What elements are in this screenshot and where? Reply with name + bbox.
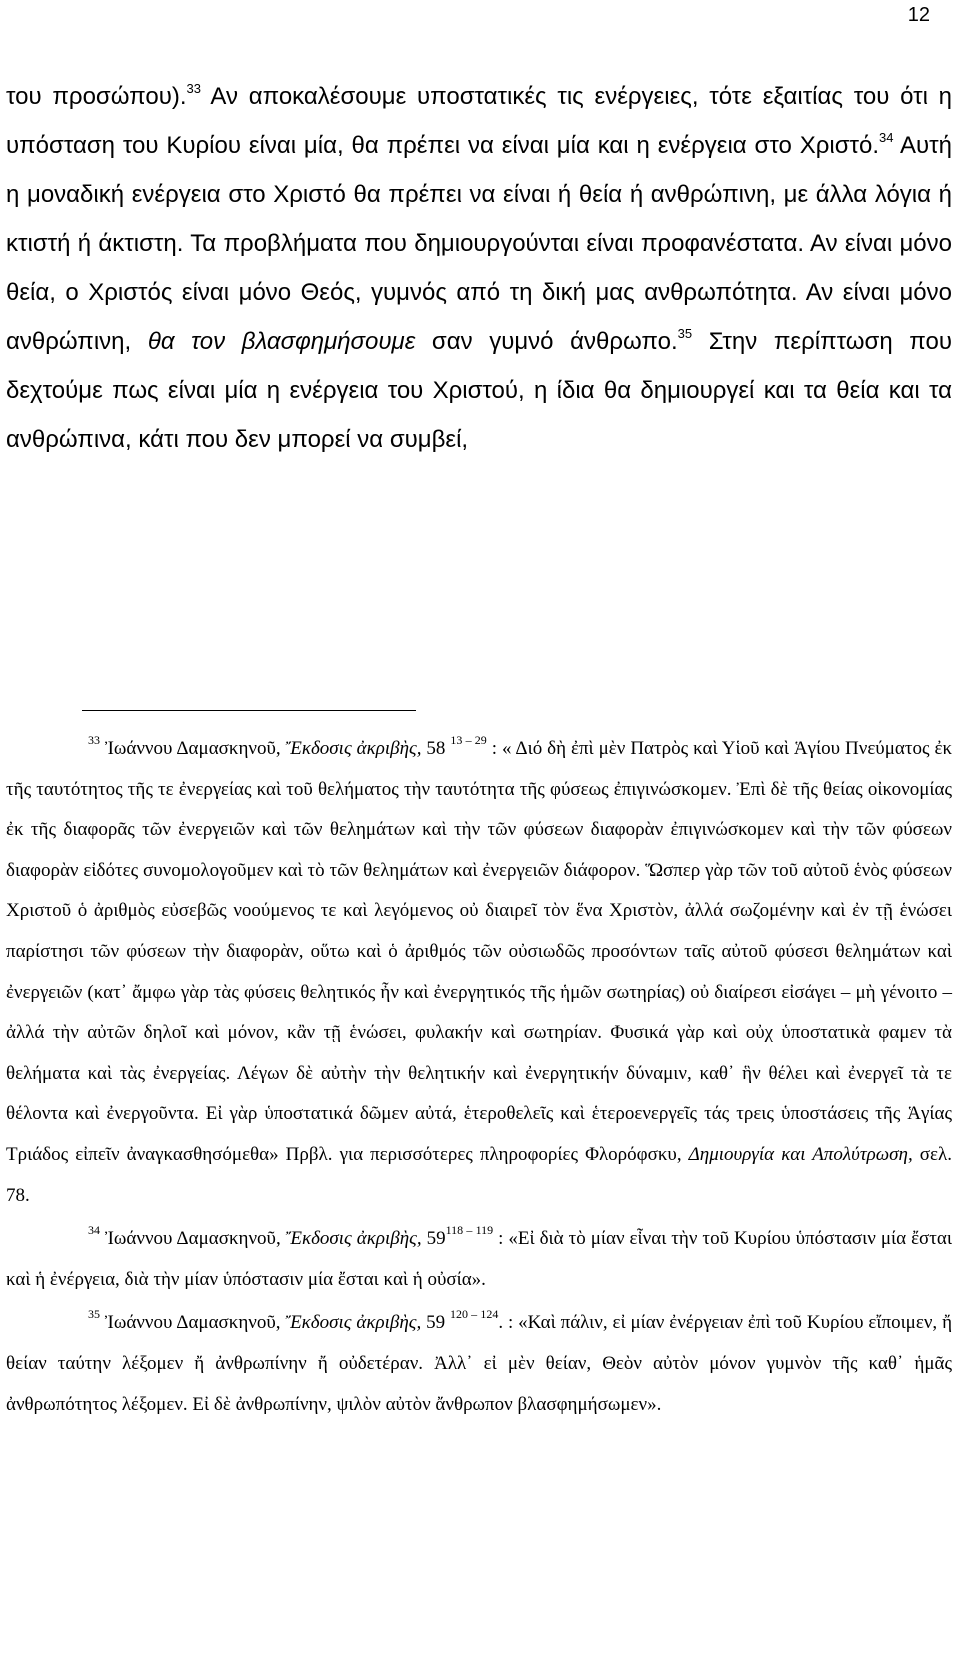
text-run: σελ. 78. (6, 1143, 952, 1206)
text-run: : « Διό δὴ ἐπὶ μὲν Πατρὸς καὶ Υἱοῦ καὶ Ἁγίου Πνεύματος ἐκ τῆς ταυτότητος τῆς τε ἐνεργείας καὶ τοῦ θελήματος τὴν ταυτότητα τῆς φύσεως ἐπιγινώσκομεν. Ἐπὶ δὲ τῆς θείας οἰκονομίας ἐκ τῆς διαφορᾶς τῶν ἐνεργειῶν καὶ τῶν θελημάτων καὶ τὴν τῶν φύσεων διαφορὰν ἐπιγινώσκομεν καὶ τὴν τῶν φύσεων διαφορὰν εἰδότες συνομολογοῦμεν καὶ τὸ τῶν θελημάτων καὶ ἐνεργειῶν διάφορον. Ὥσπερ γὰρ τῶν τοῦ αὐτοῦ ἑνὸς φύσεων Χριστοῦ ὁ ἀριθμὸς εὐσεβῶς νοούμενος τε καὶ λεγόμενος οὐ διαιρεῖ τὸν ἕνα Χριστὸν, ἀλλά σωζομένην καὶ ἐν τῇ ἑνώσει παρίστησι τῶν φύσεων τὴν διαφορὰν, οὕτω καὶ ὁ ἀριθμός τῶν οὐσιωδῶς προσόντων ταῖς αὐτοῦ φύσεσι θελημάτων καὶ ἐνεργειῶν (κατ᾽ ἄμφω γὰρ τὰς φύσεις θελητικός ἦν καὶ ἐνεργητικός τῆς ἡμῶν σωτηρίας) οὐ διαίρεσι εἰσάγει – μὴ γένοιτο – ἀλλά τὴν αὐτῶν δηλοῖ καὶ μόνον, κἂν τῇ ἑνώσει, φυλακήν καὶ σωτηρίαν. Φυσικά γὰρ καὶ οὐχ ὑποστατικὰ φαμεν τὰ θελήματα καὶ τὰς ἐνεργείας. Λέγων δὲ αὐτὴν τὴν θελητικήν καὶ ἐνεργητικήν δύναμιν, καθ᾽ ἣν θέλει καὶ ἐνεργεῖ τὰ τε θέλοντα καὶ ἐνεργοῦντα. Εἰ γὰρ ὑποστατικά δῶμεν αὐτά, ἑτεροθελεῖς καὶ ἑτεροενεργεῖς τάς τρεις ὑποστάσεις τῆς Ἁγίας Τριάδος εἰπεῖν ἀναγκασθησόμεθα» Πρβλ. για περισσότερες πληροφορίες Φλορόφσκυ, (6, 738, 953, 1165)
footnote-33 (6, 729, 952, 1216)
footnotes (6, 729, 952, 1425)
italic-text: Ἔκδοσις ἀκριβὴς, (285, 738, 422, 759)
text-run: Ἰωάννου Δαμασκηνοῦ, (100, 1312, 286, 1334)
footnote-ref: 33 (186, 81, 201, 96)
footnote-ref: 118 – 119 (445, 1223, 494, 1238)
footnote-ref: 34 (88, 1223, 100, 1238)
text-run: σαν γυμνό άνθρωπο. (415, 328, 678, 355)
footnote-ref: 120 – 124 (450, 1307, 499, 1322)
body-paragraph (6, 72, 952, 464)
footnote-ref: 35 (88, 1307, 100, 1322)
text-run: Ἰωάννου Δαμασκηνοῦ, (100, 1228, 286, 1250)
text-run: . : «Καὶ πάλιν, εἰ μίαν ἐνέργειαν ἐπὶ τοῦ Κυρίου εἴποιμεν, ἤ θείαν ταύτην λέξομεν ἤ ἀνθρωπίνην ἤ οὐδετέραν. Ἀλλ᾽ εἰ μὲν θείαν, Θεὸν αὐτὸν μόνον γυμνὸν τῆς καθ᾽ ἡμᾶς ἀνθρωπότητος λέξομεν. Εἰ δὲ ἀνθρωπίνην, ψιλὸν αὐτὸν ἄνθρωπον βλασφημήσωμεν». (6, 1312, 953, 1415)
text-run: 59 (421, 1228, 446, 1250)
footnote-35 (6, 1303, 952, 1425)
footnote-separator (82, 710, 416, 711)
italic-text: Ἔκδοσις ἀκριβὴς, (285, 1312, 422, 1334)
footnote-34 (6, 1219, 952, 1300)
text-run: Στην περίπτωση που δεχτούμε πως είναι μία η ενέργεια του Χριστού, η ίδια θα δημιουργεί και τα θεία και τα ανθρώπινα, κάτι που δεν μπορεί να συμβεί, (6, 328, 952, 453)
text-run: : «Εἰ διὰ τὸ μίαν εἶναι τὴν τοῦ Κυρίου ὑπόστασιν μία ἔσται καὶ ἡ ἐνέργεια, διὰ τὴν μίαν ὑπόστασιν μία ἔσται καὶ ἡ οὐσία». (6, 1228, 952, 1290)
italic-text: Ἔκδοσις ἀκριβὴς, (285, 1228, 422, 1250)
italic-text: θα τον βλασφημήσουμε (147, 328, 416, 355)
italic-text: Δημιουργία και Απολύτρωση, (688, 1143, 913, 1165)
footnote-ref: 33 (88, 733, 100, 747)
text-run: 58 (421, 738, 451, 759)
text-run: Αυτή η μοναδική ενέργεια στο Χριστό θα πρέπει να είναι ή θεία ή ανθρώπινη, με άλλα λόγια ή κτιστή ή άκτιστη. Τα προβλήματα που δημιουργούνται είναι προφανέστατα. Αν είναι μόνο θεία, ο Χριστός είναι μόνο Θεός, γυμνός από τη δική μας ανθρωπότητα. Αν είναι μόνο ανθρώπινη, (6, 132, 952, 355)
footnote-ref: 13 – 29 (450, 733, 487, 747)
footnote-ref: 34 (879, 130, 894, 145)
text-run: Ἰωάννου Δαμασκηνοῦ, (100, 738, 286, 759)
text-run: 59 (421, 1312, 451, 1334)
main-text (6, 72, 952, 464)
page-number: 12 (907, 4, 930, 26)
footnote-ref: 35 (677, 326, 693, 341)
text-run: Αν αποκαλέσουμε υποστατικές τις ενέργειες, τότε εξαιτίας του ότι η υπόσταση του Κυρίου είναι μία, θα πρέπει να είναι μία και η ενέργεια στο Χριστό. (6, 83, 953, 159)
text-run: του προσώπου). (6, 83, 187, 110)
